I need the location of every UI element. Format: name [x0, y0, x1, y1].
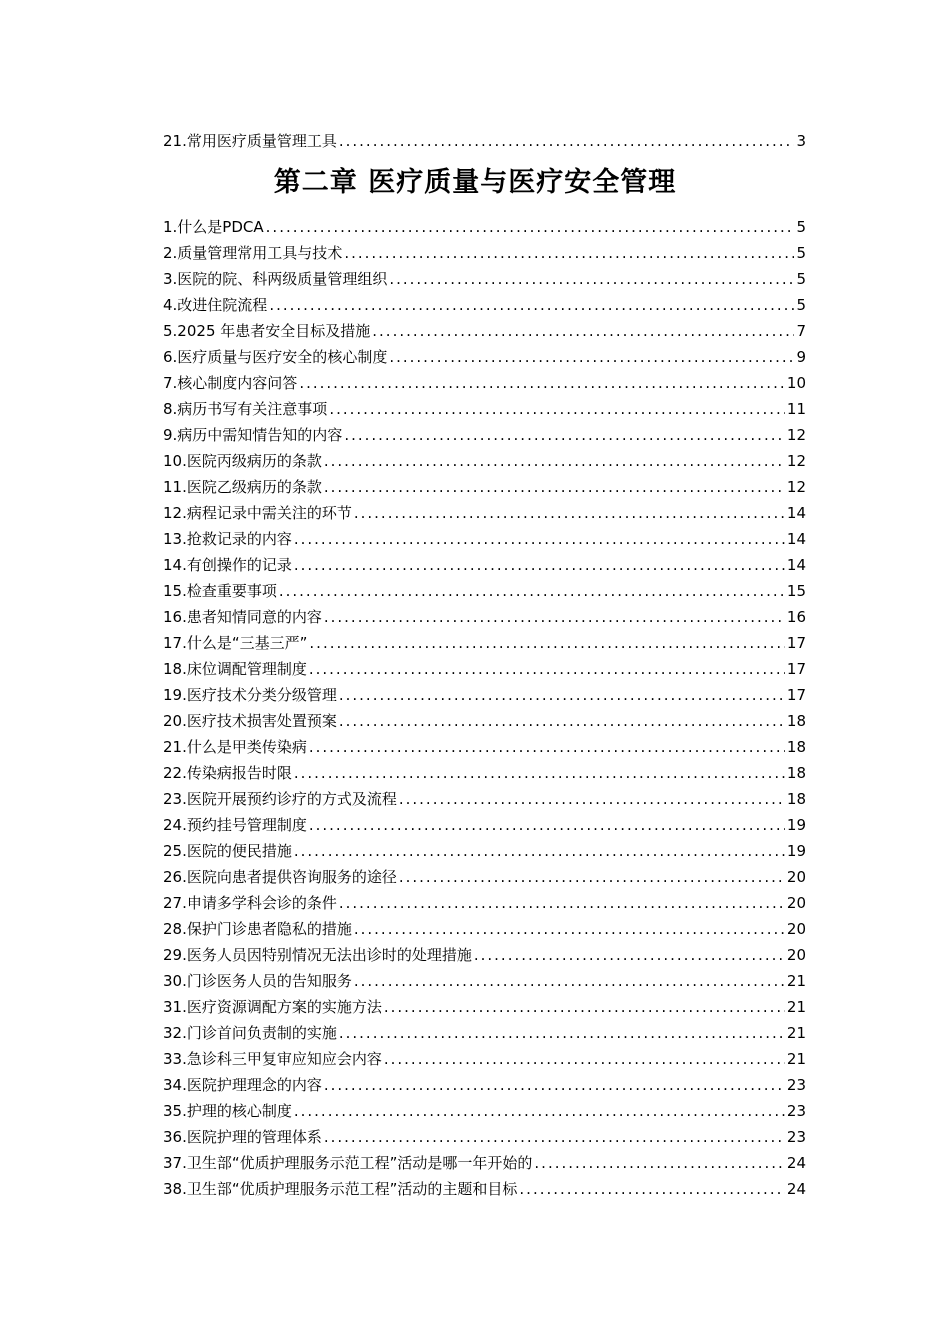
toc-entry — [163, 810, 806, 834]
toc-leader-dots — [339, 686, 785, 704]
toc-entry — [163, 264, 806, 288]
toc-entry-title: 1.什么是PDCA — [163, 218, 264, 236]
toc-leader-dots — [354, 920, 785, 938]
toc-entry-title: 9.病历中需知情告知的内容 — [163, 426, 343, 444]
toc-entry-page: 17 — [786, 660, 806, 678]
toc-entry — [163, 472, 806, 496]
toc-entry-title: 26.医院向患者提供咨询服务的途径 — [163, 868, 397, 886]
toc-entry-page: 23 — [786, 1128, 806, 1146]
toc-leader-dots — [389, 348, 794, 366]
toc-entry-page: 16 — [786, 608, 806, 626]
toc-entry-title: 34.医院护理理念的内容 — [163, 1076, 322, 1094]
toc-entry-title: 33.急诊科三甲复审应知应会内容 — [163, 1050, 382, 1068]
toc-entry-title: 21.常用医疗质量管理工具 — [163, 132, 337, 150]
toc-leader-dots — [324, 1128, 785, 1146]
toc-entry-title: 30.门诊医务人员的告知服务 — [163, 972, 352, 990]
toc-entry — [163, 290, 806, 314]
toc-entry — [163, 602, 806, 626]
toc-entry — [163, 992, 806, 1016]
toc-entry-title: 8.病历书写有关注意事项 — [163, 400, 328, 418]
toc-entry-page: 20 — [786, 920, 806, 938]
toc-entry-title: 28.保护门诊患者隐私的措施 — [163, 920, 352, 938]
toc-leader-dots — [294, 1102, 785, 1120]
toc-entry-title: 4.改进住院流程 — [163, 296, 268, 314]
toc-entry-page: 24 — [786, 1154, 806, 1172]
chapter-title: 第二章 医疗质量与医疗安全管理 — [273, 167, 677, 198]
toc-entry-title: 24.预约挂号管理制度 — [163, 816, 307, 834]
toc-leader-dots — [344, 426, 785, 444]
toc-entry-page: 11 — [786, 400, 806, 418]
toc-entry — [163, 654, 806, 678]
toc-leader-dots — [309, 660, 785, 678]
toc-leader-dots — [339, 1024, 785, 1042]
toc-entry — [163, 446, 806, 470]
toc-entry — [163, 1148, 806, 1172]
toc-entry-title: 21.什么是甲类传染病 — [163, 738, 307, 756]
toc-entry-page: 5 — [796, 218, 806, 236]
toc-entry-page: 23 — [786, 1102, 806, 1120]
toc-leader-dots — [354, 504, 785, 522]
toc-entry-page: 21 — [786, 1024, 806, 1042]
toc-leader-dots — [309, 634, 785, 652]
toc-entry-title: 5.2025 年患者安全目标及措施 — [163, 322, 371, 340]
toc-leader-dots — [389, 270, 794, 288]
toc-leader-dots — [324, 452, 785, 470]
toc-leader-dots — [299, 374, 785, 392]
toc-entry-title: 32.门诊首问负责制的实施 — [163, 1024, 337, 1042]
toc-leader-dots — [294, 842, 785, 860]
toc-leader-dots — [384, 1050, 785, 1068]
toc-entry-title: 17.什么是“三基三严” — [163, 634, 308, 652]
toc-leader-dots — [324, 478, 785, 496]
toc-leader-dots — [269, 296, 794, 314]
toc-leader-dots — [309, 738, 785, 756]
toc-leader-dots — [519, 1180, 785, 1198]
toc-leader-dots — [399, 868, 785, 886]
toc-leader-dots — [294, 764, 785, 782]
toc-leader-dots — [384, 998, 785, 1016]
toc-leader-dots — [339, 132, 795, 150]
toc-entry-title: 19.医疗技术分类分级管理 — [163, 686, 337, 704]
toc-entry-page: 12 — [786, 426, 806, 444]
toc-entry-page: 18 — [786, 764, 806, 782]
toc-entry-page: 5 — [796, 244, 806, 262]
toc-entry-page: 17 — [786, 686, 806, 704]
toc-entry — [163, 732, 806, 756]
toc-entry-title: 10.医院丙级病历的条款 — [163, 452, 322, 470]
toc-leader-dots — [339, 894, 785, 912]
toc-entry-title: 3.医院的院、科两级质量管理组织 — [163, 270, 388, 288]
toc-entry — [163, 1096, 806, 1120]
toc-entry — [163, 966, 806, 990]
toc-entry-title: 22.传染病报告时限 — [163, 764, 292, 782]
toc-entry-title: 15.检查重要事项 — [163, 582, 277, 600]
toc-entry-page: 21 — [786, 998, 806, 1016]
toc-entry — [163, 238, 806, 262]
toc-entry-page: 18 — [786, 738, 806, 756]
toc-entry-title: 27.申请多学科会诊的条件 — [163, 894, 337, 912]
toc-entry-page: 21 — [786, 972, 806, 990]
toc-entry-title: 23.医院开展预约诊疗的方式及流程 — [163, 790, 397, 808]
toc-entry-page: 9 — [796, 348, 806, 366]
toc-leader-dots — [329, 400, 785, 418]
toc-entry — [163, 498, 806, 522]
toc-entry — [163, 628, 806, 652]
toc-entry-title: 29.医务人员因特别情况无法出诊时的处理措施 — [163, 946, 472, 964]
toc-entry-page: 7 — [796, 322, 806, 340]
toc-entry-title: 36.医院护理的管理体系 — [163, 1128, 322, 1146]
toc-entry-title: 31.医疗资源调配方案的实施方法 — [163, 998, 382, 1016]
toc-entry — [163, 940, 806, 964]
toc-entry-page: 12 — [786, 478, 806, 496]
toc-entry-page: 15 — [786, 582, 806, 600]
toc-leader-dots — [399, 790, 785, 808]
toc-entry — [163, 316, 806, 340]
toc-entry-page: 5 — [796, 296, 806, 314]
toc-leader-dots — [534, 1154, 785, 1172]
toc-entry-title: 38.卫生部“优质护理服务示范工程”活动的主题和目标 — [163, 1180, 518, 1198]
toc-entry-page: 21 — [786, 1050, 806, 1068]
toc-leader-dots — [344, 244, 794, 262]
toc-entry — [163, 212, 806, 236]
toc-leader-dots — [372, 322, 794, 340]
toc-entry-title: 12.病程记录中需关注的环节 — [163, 504, 352, 522]
toc-leader-dots — [339, 712, 785, 730]
toc-entry — [163, 1174, 806, 1198]
toc-entry — [163, 550, 806, 574]
toc-entry — [163, 1070, 806, 1094]
toc-entry — [163, 888, 806, 912]
toc-entry-page: 10 — [786, 374, 806, 392]
toc-entry-page: 19 — [786, 816, 806, 834]
toc-entry — [163, 1044, 806, 1068]
toc-entry — [163, 1018, 806, 1042]
toc-leader-dots — [294, 530, 785, 548]
toc-entry — [163, 758, 806, 782]
toc-entry-title: 2.质量管理常用工具与技术 — [163, 244, 343, 262]
toc-leader-dots — [324, 608, 785, 626]
toc-entry-title: 14.有创操作的记录 — [163, 556, 292, 574]
toc-entry — [163, 126, 806, 150]
toc-entry — [163, 524, 806, 548]
toc-entry — [163, 706, 806, 730]
toc-entry — [163, 680, 806, 704]
toc-entry-page: 18 — [786, 712, 806, 730]
toc-entry — [163, 1122, 806, 1146]
toc-entry-title: 37.卫生部“优质护理服务示范工程”活动是哪一年开始的 — [163, 1154, 533, 1172]
toc-entry-title: 7.核心制度内容问答 — [163, 374, 298, 392]
toc-entry-page: 18 — [786, 790, 806, 808]
toc-entry — [163, 836, 806, 860]
toc-entry-title: 25.医院的便民措施 — [163, 842, 292, 860]
toc-entry-page: 3 — [796, 132, 806, 150]
toc-entry-title: 13.抢救记录的内容 — [163, 530, 292, 548]
toc-entry-title: 6.医疗质量与医疗安全的核心制度 — [163, 348, 388, 366]
toc-leader-dots — [354, 972, 785, 990]
toc-entry — [163, 342, 806, 366]
toc-entry-page: 14 — [786, 556, 806, 574]
toc-entry — [163, 862, 806, 886]
toc-entry-title: 35.护理的核心制度 — [163, 1102, 292, 1120]
toc-leader-dots — [309, 816, 785, 834]
toc-leader-dots — [266, 218, 795, 236]
toc-entry-page: 20 — [786, 894, 806, 912]
toc-entry — [163, 420, 806, 444]
toc-leader-dots — [324, 1076, 785, 1094]
toc-entry-title: 11.医院乙级病历的条款 — [163, 478, 322, 496]
toc-entry — [163, 576, 806, 600]
toc-entry-page: 20 — [786, 868, 806, 886]
toc-entry-title: 18.床位调配管理制度 — [163, 660, 307, 678]
toc-entry — [163, 914, 806, 938]
toc-entry-page: 5 — [796, 270, 806, 288]
toc-entry-title: 16.患者知情同意的内容 — [163, 608, 322, 626]
toc-entry-page: 23 — [786, 1076, 806, 1094]
toc-entry — [163, 368, 806, 392]
toc-leader-dots — [474, 946, 785, 964]
toc-entry-page: 14 — [786, 530, 806, 548]
toc-entry-page: 17 — [786, 634, 806, 652]
toc-entry-title: 20.医疗技术损害处置预案 — [163, 712, 337, 730]
toc-entry-page: 19 — [786, 842, 806, 860]
toc-entry-page: 12 — [786, 452, 806, 470]
toc-entry-page: 20 — [786, 946, 806, 964]
toc-leader-dots — [279, 582, 785, 600]
toc-leader-dots — [294, 556, 785, 574]
toc-entry — [163, 784, 806, 808]
toc-entry-page: 24 — [786, 1180, 806, 1198]
toc-entry-page: 14 — [786, 504, 806, 522]
toc-entry — [163, 394, 806, 418]
